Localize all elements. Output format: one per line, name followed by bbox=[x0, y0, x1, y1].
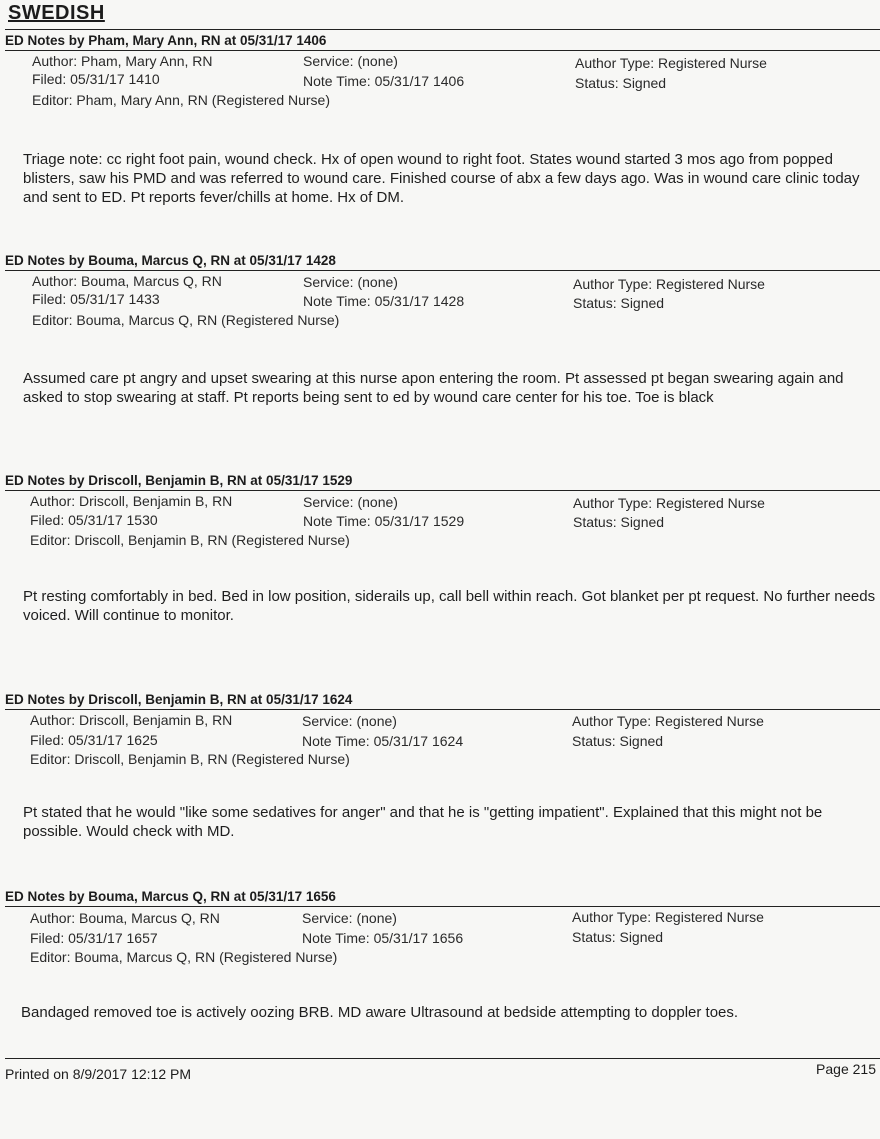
note-body: Assumed care pt angry and upset swearing at this nurse apon entering the room. Pt assessed pt began swearing again and asked to stop swearing at staff. Pt reports being sent to ed by wound care center for his toe. Toe is black bbox=[23, 370, 844, 406]
note-heading: ED Notes by Bouma, Marcus Q, RN at 05/31/17 1428 bbox=[5, 253, 336, 268]
printed-timestamp: Printed on 8/9/2017 12:12 PM bbox=[5, 1066, 192, 1082]
note-status: Status: Signed bbox=[573, 295, 665, 311]
note-filed: Filed: 05/31/17 1625 bbox=[30, 732, 158, 748]
header-divider bbox=[5, 29, 880, 30]
document-header-title: SWEDISH bbox=[8, 2, 105, 24]
note-service: Service: (none) bbox=[303, 494, 398, 510]
note-filed: Filed: 05/31/17 1410 bbox=[32, 71, 160, 87]
note-divider bbox=[5, 906, 880, 907]
note-service: Service: (none) bbox=[303, 53, 398, 69]
note-author-type: Author Type: Registered Nurse bbox=[573, 495, 765, 511]
note-body: Bandaged removed toe is actively oozing BRB. MD aware Ultrasound at bedside attempting to doppler toes. bbox=[21, 1004, 739, 1021]
note-time: Note Time: 05/31/17 1428 bbox=[303, 293, 465, 309]
note-service: Service: (none) bbox=[303, 274, 398, 290]
note-time: Note Time: 05/31/17 1656 bbox=[302, 930, 464, 946]
note-author-type: Author Type: Registered Nurse bbox=[575, 55, 767, 71]
note-author-type: Author Type: Registered Nurse bbox=[572, 713, 764, 729]
note-author: Author: Driscoll, Benjamin B, RN bbox=[30, 712, 233, 728]
page-number: Page 215 bbox=[816, 1061, 876, 1077]
note-divider bbox=[5, 709, 880, 710]
note-status: Status: Signed bbox=[575, 75, 667, 91]
note-heading: ED Notes by Pham, Mary Ann, RN at 05/31/17 1406 bbox=[5, 33, 327, 48]
note-filed: Filed: 05/31/17 1530 bbox=[30, 512, 158, 528]
note-heading: ED Notes by Driscoll, Benjamin B, RN at 05/31/17 1529 bbox=[5, 473, 353, 488]
note-author-type: Author Type: Registered Nurse bbox=[573, 276, 765, 292]
note-filed: Filed: 05/31/17 1657 bbox=[30, 930, 158, 946]
note-time: Note Time: 05/31/17 1624 bbox=[302, 733, 464, 749]
note-editor: Editor: Pham, Mary Ann, RN (Registered Nurse) bbox=[32, 92, 330, 108]
note-service: Service: (none) bbox=[302, 713, 397, 729]
note-editor: Editor: Bouma, Marcus Q, RN (Registered Nurse) bbox=[30, 949, 338, 965]
note-heading: ED Notes by Driscoll, Benjamin B, RN at 05/31/17 1624 bbox=[5, 692, 353, 707]
note-time: Note Time: 05/31/17 1406 bbox=[303, 73, 465, 89]
note-author: Author: Driscoll, Benjamin B, RN bbox=[30, 493, 233, 509]
note-author: Author: Bouma, Marcus Q, RN bbox=[32, 273, 222, 289]
note-status: Status: Signed bbox=[572, 929, 664, 945]
note-editor: Editor: Driscoll, Benjamin B, RN (Registered Nurse) bbox=[30, 751, 350, 767]
note-body: Triage note: cc right foot pain, wound check. Hx of open wound to right foot. States wound started 3 mos ago from popped blisters, saw his PMD and was referred to wound care. Finished course of abx a few days ago. Was in wound care clinic today and sent to ED. Pt reports fever/chills at home. Hx of DM. bbox=[23, 151, 860, 206]
note-service: Service: (none) bbox=[302, 910, 397, 926]
note-divider bbox=[5, 270, 880, 271]
footer-divider bbox=[5, 1058, 880, 1059]
note-author: Author: Pham, Mary Ann, RN bbox=[32, 53, 213, 69]
note-divider bbox=[5, 50, 880, 51]
note-body: Pt resting comfortably in bed. Bed in low position, siderails up, call bell within reach. Got blanket per pt request. No further needs voiced. Will continue to monitor. bbox=[23, 588, 876, 624]
note-heading: ED Notes by Bouma, Marcus Q, RN at 05/31/17 1656 bbox=[5, 889, 336, 904]
note-time: Note Time: 05/31/17 1529 bbox=[303, 513, 465, 529]
note-author-type: Author Type: Registered Nurse bbox=[572, 909, 764, 925]
note-body: Pt stated that he would "like some sedatives for anger" and that he is "getting impatient". Explained that this might not be possible. Would check with MD. bbox=[23, 804, 823, 840]
note-editor: Editor: Driscoll, Benjamin B, RN (Registered Nurse) bbox=[30, 532, 350, 548]
note-editor: Editor: Bouma, Marcus Q, RN (Registered Nurse) bbox=[32, 312, 340, 328]
note-author: Author: Bouma, Marcus Q, RN bbox=[30, 910, 220, 926]
note-filed: Filed: 05/31/17 1433 bbox=[32, 291, 160, 307]
note-status: Status: Signed bbox=[573, 514, 665, 530]
note-status: Status: Signed bbox=[572, 733, 664, 749]
note-divider bbox=[5, 490, 880, 491]
